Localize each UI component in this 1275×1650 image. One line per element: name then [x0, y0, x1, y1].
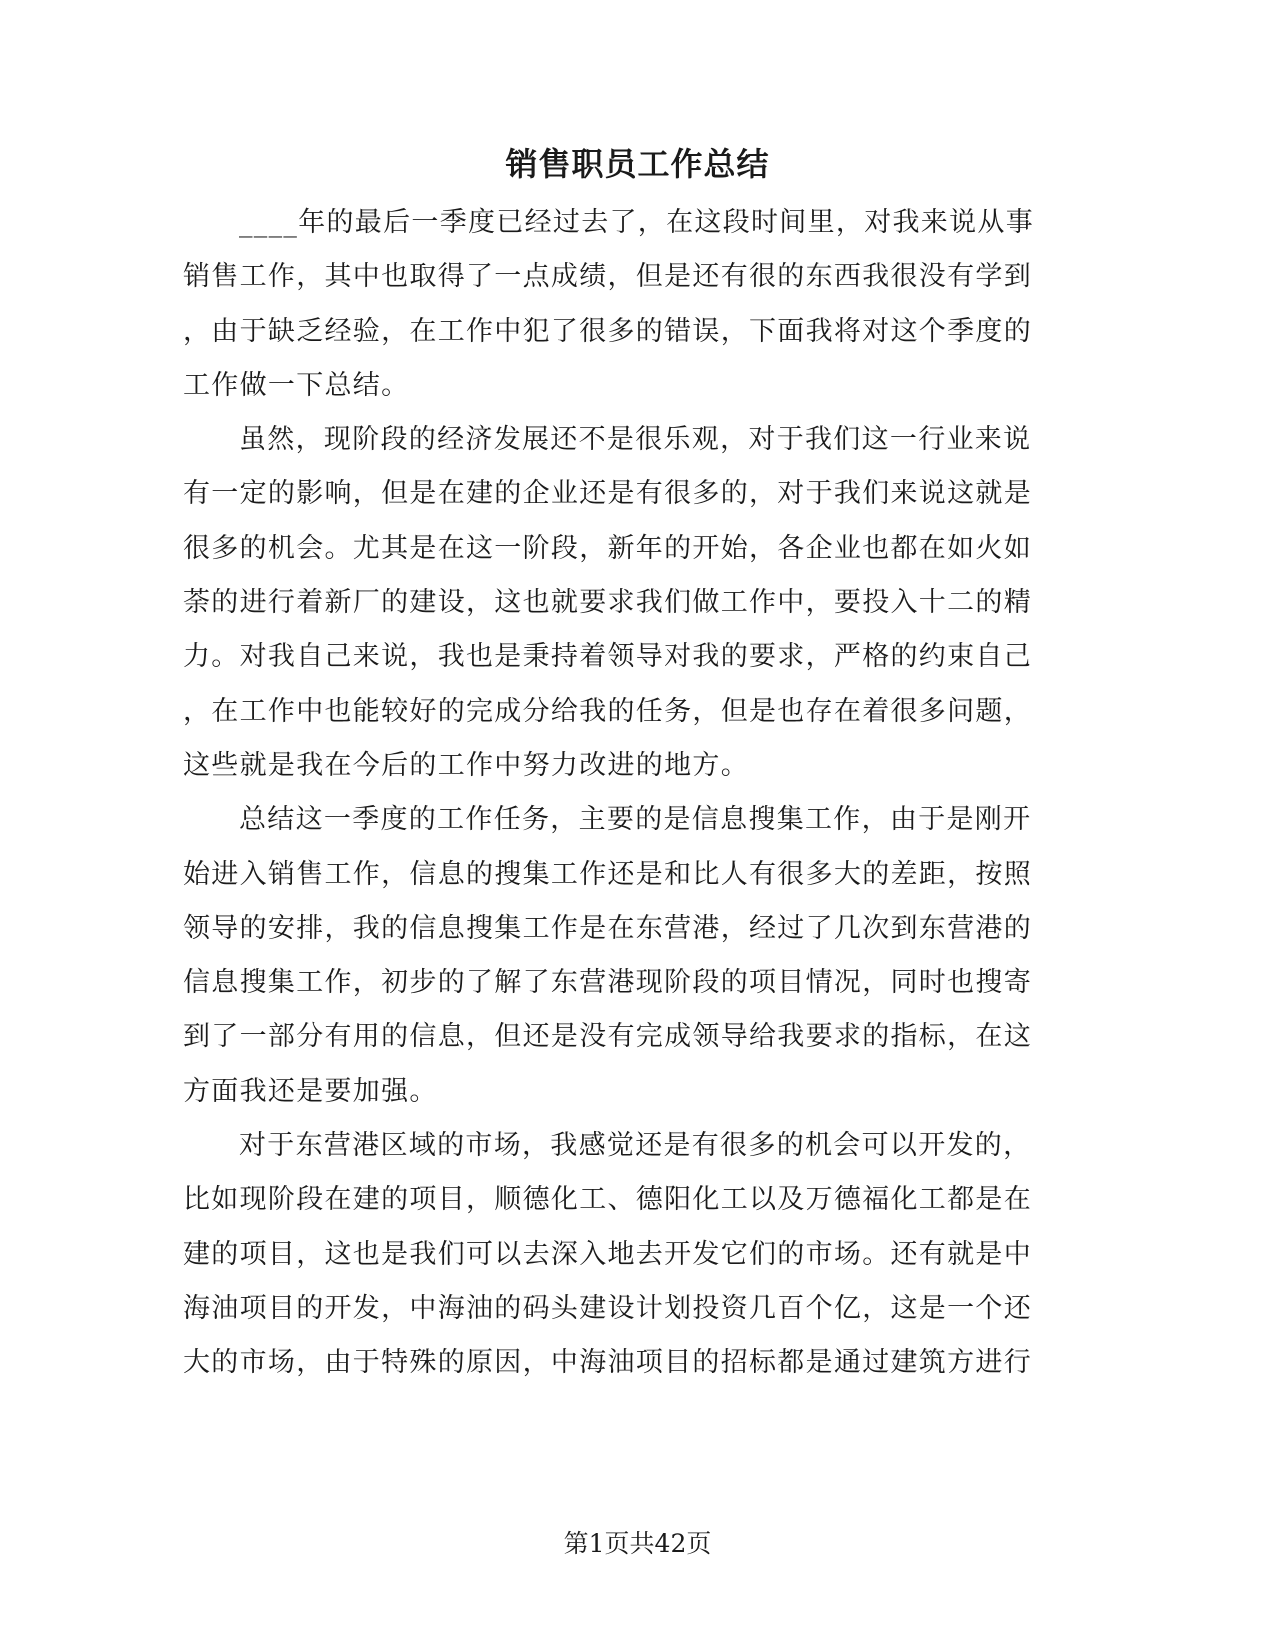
text-line: ，由于缺乏经验，在工作中犯了很多的错误，下面我将对这个季度的 — [183, 315, 1032, 347]
text-line: ，在工作中也能较好的完成分给我的任务，但是也存在着很多问题， — [183, 695, 1032, 727]
text-line: 很多的机会。尤其是在这一阶段，新年的开始，各企业也都在如火如 — [183, 532, 1032, 564]
text-line: 比如现阶段在建的项目，顺德化工、德阳化工以及万德福化工都是在 — [183, 1184, 1032, 1216]
text-line: 这些就是我在今后的工作中努力改进的地方。 — [183, 749, 749, 781]
text-line: 有一定的影响，但是在建的企业还是有很多的，对于我们来说这就是 — [183, 478, 1032, 510]
text-line: 大的市场，由于特殊的原因，中海油项目的招标都是通过建筑方进行 — [183, 1347, 1032, 1379]
text-line: 对于东营港区域的市场，我感觉还是有很多的机会可以开发的， — [239, 1130, 1032, 1162]
text-line: 方面我还是要加强。 — [183, 1075, 438, 1107]
text-line: 荼的进行着新厂的建设，这也就要求我们做工作中，要投入十二的精 — [183, 587, 1032, 619]
text-line: 始进入销售工作，信息的搜集工作还是和比人有很多大的差距，按照 — [183, 858, 1032, 890]
document-body — [183, 196, 1033, 1391]
text-line: 总结这一季度的工作任务，主要的是信息搜集工作，由于是刚开 — [239, 804, 1032, 836]
text-line: 销售工作，其中也取得了一点成绩，但是还有很的东西我很没有学到 — [183, 261, 1032, 293]
text-line: ____年的最后一季度已经过去了，在这段时间里，对我来说从事 — [239, 207, 1034, 238]
text-line: 建的项目，这也是我们可以去深入地去开发它们的市场。还有就是中 — [183, 1238, 1032, 1270]
text-line: 海油项目的开发，中海油的码头建设计划投资几百个亿，这是一个还 — [183, 1292, 1032, 1324]
text-line: 信息搜集工作，初步的了解了东营港现阶段的项目情况，同时也搜寄 — [183, 967, 1032, 999]
text-line: 领导的安排，我的信息搜集工作是在东营港，经过了几次到东营港的 — [183, 912, 1032, 944]
text-line: 虽然，现阶段的经济发展还不是很乐观，对于我们这一行业来说 — [239, 424, 1032, 456]
text-line: 到了一部分有用的信息，但还是没有完成领导给我要求的指标，在这 — [183, 1021, 1032, 1053]
page-number: 第1页共42页 — [563, 1529, 712, 1558]
text-line: 工作做一下总结。 — [183, 369, 410, 401]
page-title: 销售职员工作总结 — [505, 145, 770, 183]
text-line: 力。对我自己来说，我也是秉持着领导对我的要求，严格的约束自己 — [183, 641, 1032, 673]
